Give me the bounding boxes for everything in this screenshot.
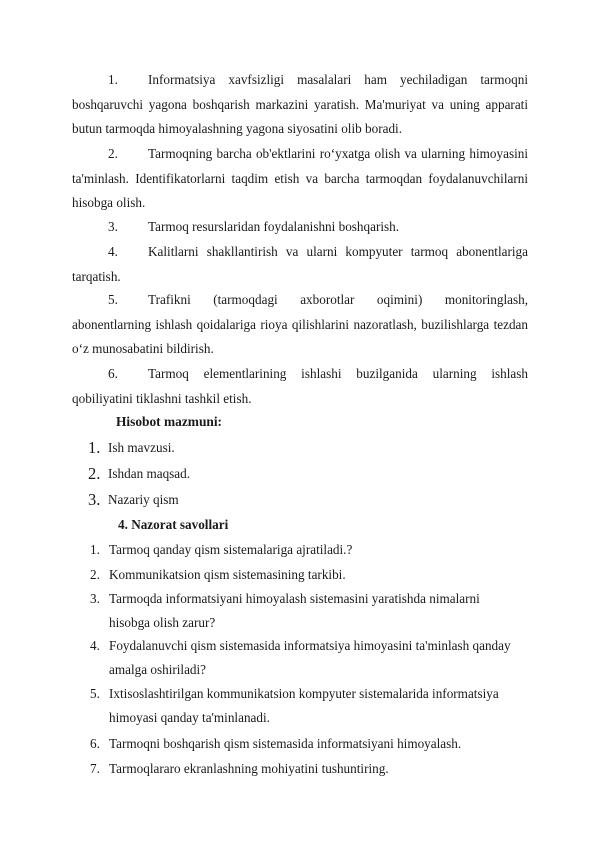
paragraph-1 <box>72 68 528 142</box>
report-item-number: 1. <box>88 438 101 457</box>
paragraph-number: 5. <box>108 292 118 307</box>
question-number: 3. <box>90 591 100 606</box>
question-text: Tarmoq qanday qism sistemalariga ajratiladi.? <box>109 542 353 557</box>
paragraph-text: Informatsiya xavfsizligi masalalari ham yechiladigan tarmoqni boshqaruvchi yagona boshqarish markazini yaratish. Ma'muriyat va uning apparati butun tarmoqda himoyalashning yagona siyosatini olib boradi. <box>72 72 528 136</box>
question-item-1 <box>90 538 540 562</box>
question-text: Tarmoqni boshqarish qism sistemasida informatsiyani himoyalash. <box>109 736 462 751</box>
report-item-2 <box>88 462 528 486</box>
paragraph-text: Tarmoq resurslaridan foydalanishni boshqarish. <box>148 219 400 234</box>
paragraph-number: 4. <box>108 244 118 259</box>
paragraph-text: Kalitlarni shakllantirish va ularni kompyuter tarmoq abonentlariga tarqatish. <box>72 244 528 284</box>
paragraph-6 <box>72 362 528 411</box>
report-heading: Hisobot mazmuni: <box>116 414 223 429</box>
question-item-7 <box>90 757 540 781</box>
paragraph-number: 1. <box>108 72 118 87</box>
question-item-5 <box>90 682 540 730</box>
question-text: Kommunikatsion qism sistemasining tarkibi. <box>109 567 346 582</box>
question-text: Tarmoqlararo ekranlashning mohiyatini tushuntiring. <box>109 761 389 776</box>
report-item-text: Ish mavzusi. <box>108 440 175 455</box>
paragraph-text: Tarmoq elementlarining ishlashi buzilganida ularning ishlash qobiliyatini tiklashni tashkil etish. <box>72 366 528 406</box>
paragraph-4 <box>72 240 528 289</box>
question-item-6 <box>90 732 540 756</box>
question-item-3 <box>90 587 540 635</box>
paragraph-number: 2. <box>108 146 118 161</box>
question-item-2 <box>90 563 540 587</box>
report-item-3 <box>88 488 528 512</box>
question-number: 7. <box>90 761 100 776</box>
question-number: 1. <box>90 542 100 557</box>
questions-heading: 4. Nazorat savollari <box>118 517 229 532</box>
paragraph-3 <box>72 215 528 240</box>
paragraph-2 <box>72 142 528 216</box>
report-item-text: Ishdan maqsad. <box>108 466 191 481</box>
question-number: 2. <box>90 567 100 582</box>
report-item-1 <box>88 436 528 460</box>
paragraph-text: Trafikni (tarmoqdagi axborotlar oqimini) monitoringlash, abonentlarning ishlash qoidalariga rioya qilishlarini nazoratlash, buzilishlarga tezdan o‘z munosabatini bildirish. <box>72 292 528 356</box>
report-item-number: 2. <box>88 464 101 483</box>
question-text: Foydalanuvchi qism sistemasida informatsiya himoyasini ta'minlash qanday amalga oshiriladi? <box>109 638 511 677</box>
paragraph-5 <box>72 288 528 362</box>
question-text: Tarmoqda informatsiyani himoyalash sistemasini yaratishda nimalarni hisobga olish zarur? <box>109 591 480 630</box>
question-item-4 <box>90 634 540 682</box>
question-number: 5. <box>90 686 100 701</box>
paragraph-number: 3. <box>108 219 118 234</box>
question-text: Ixtisoslashtirilgan kommunikatsion kompyuter sistemalarida informatsiya himoyasi qanday ta'minlanadi. <box>109 686 499 725</box>
report-item-text: Nazariy qism <box>108 492 179 507</box>
paragraph-text: Tarmoqning barcha ob'ektlarini ro‘yxatga olish va ularning himoyasini ta'minlash. Identifikatorlarni taqdim etish va barcha tarmoqdan foydalanuvchilarni hisobga olish. <box>72 146 528 210</box>
question-number: 6. <box>90 736 100 751</box>
question-number: 4. <box>90 638 100 653</box>
report-item-number: 3. <box>88 490 101 509</box>
paragraph-number: 6. <box>108 366 118 381</box>
